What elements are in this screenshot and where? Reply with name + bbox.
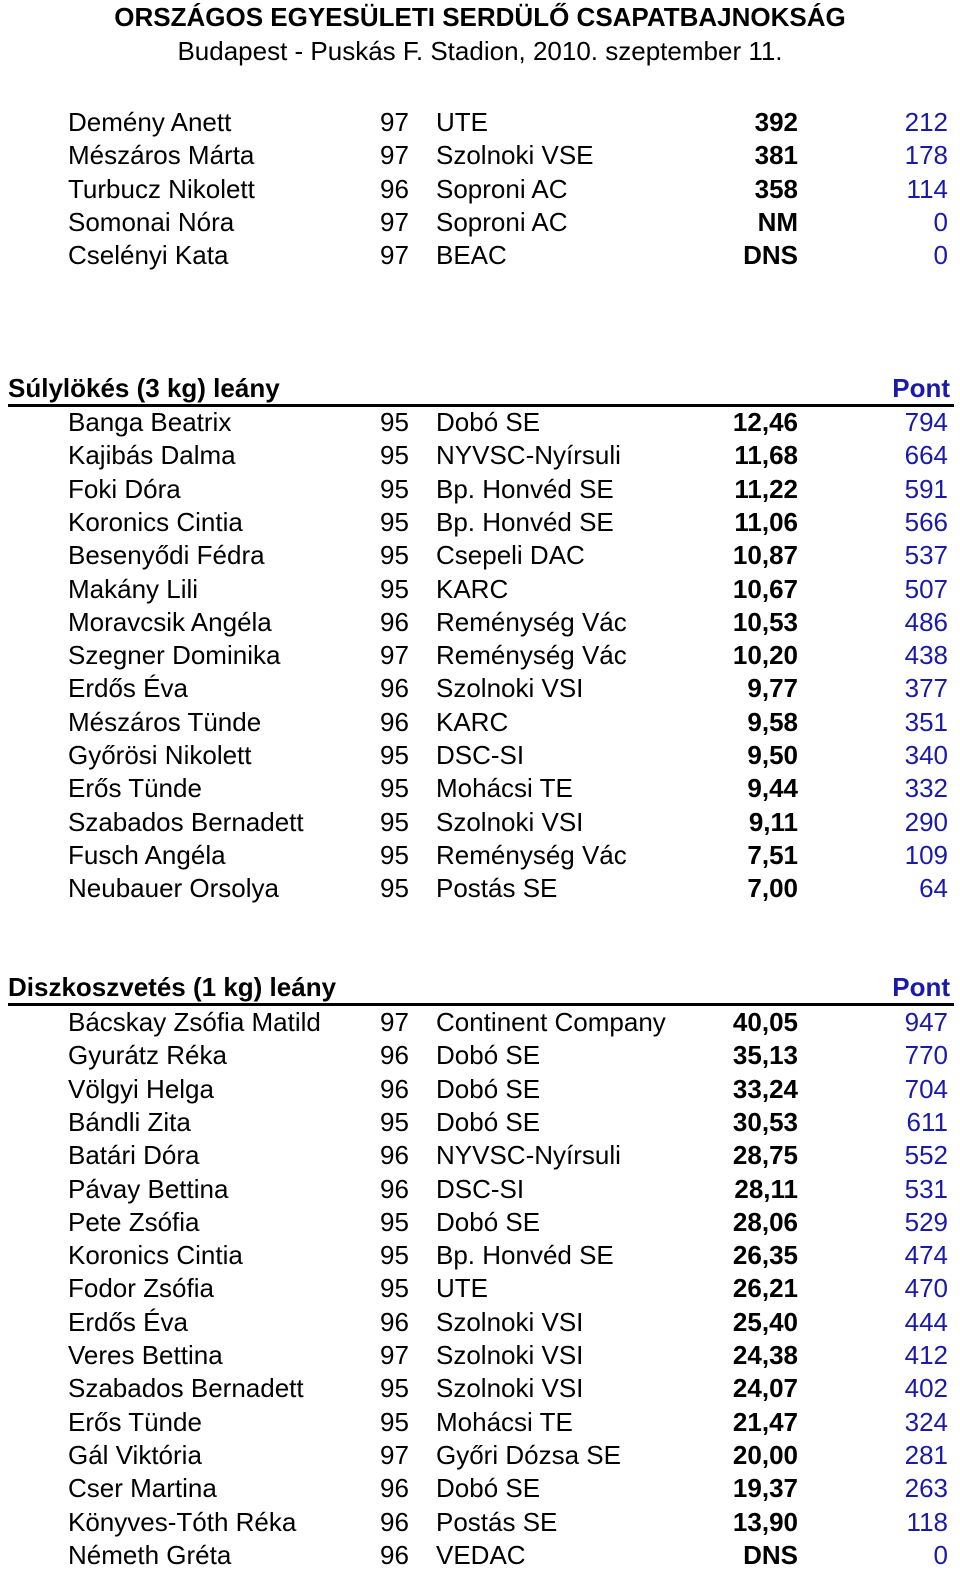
birth-year: 95 [380, 1373, 409, 1404]
birth-year: 97 [380, 206, 409, 237]
athlete-name: Szabados Bernadett [68, 806, 304, 837]
club-name: Soproni AC [436, 173, 568, 204]
points-value: 64 [919, 873, 948, 904]
result-value: 381 [754, 140, 798, 171]
birth-year: 95 [380, 873, 409, 904]
club-name: NYVSC-Nyírsuli [436, 1140, 621, 1171]
birth-year: 95 [380, 1273, 409, 1304]
points-value: 281 [904, 1439, 948, 1470]
result-value: 12,46 [732, 407, 798, 437]
club-name: Szolnoki VSI [436, 806, 584, 837]
table-row [0, 139, 960, 172]
club-name: Reménység Vác [436, 839, 627, 870]
result-value: 40,05 [732, 1007, 798, 1037]
club-name: Soproni AC [436, 206, 568, 237]
table-row [0, 1372, 960, 1405]
birth-year: 95 [380, 1106, 409, 1137]
points-value: 552 [904, 1140, 948, 1171]
points-value: 402 [904, 1373, 948, 1404]
points-value: 474 [904, 1240, 948, 1271]
result-value: DNS [743, 1539, 798, 1570]
points-value: 377 [904, 673, 948, 704]
section-title: Diszkoszvetés (1 kg) leány [8, 972, 337, 1002]
birth-year: 95 [380, 573, 409, 604]
club-name: Szolnoki VSI [436, 1306, 584, 1337]
athlete-name: Banga Beatrix [68, 407, 232, 437]
birth-year: 95 [380, 407, 409, 437]
table-row [0, 1173, 960, 1206]
club-name: Bp. Honvéd SE [436, 506, 614, 537]
birth-year: 97 [380, 140, 409, 171]
birth-year: 96 [380, 606, 409, 637]
table-row [0, 706, 960, 739]
athlete-name: Koronics Cintia [68, 506, 243, 537]
athlete-name: Fodor Zsófia [68, 1273, 214, 1304]
table-row [0, 772, 960, 805]
birth-year: 96 [380, 706, 409, 737]
result-value: 20,00 [732, 1439, 798, 1470]
points-value: 537 [904, 540, 948, 571]
table-row [0, 806, 960, 839]
table-row [0, 872, 960, 905]
points-value: 178 [904, 140, 948, 171]
points-value: 947 [904, 1007, 948, 1037]
athlete-name: Bándli Zita [68, 1106, 191, 1137]
points-value: 611 [906, 1106, 948, 1137]
birth-year: 96 [380, 173, 409, 204]
points-value: 531 [904, 1173, 948, 1204]
points-value: 351 [904, 706, 948, 737]
result-value: 19,37 [732, 1473, 798, 1504]
points-value: 0 [933, 206, 948, 237]
athlete-name: Turbucz Nikolett [68, 173, 255, 204]
athlete-name: Erős Tünde [68, 1406, 202, 1437]
result-value: 9,50 [747, 740, 798, 770]
points-value: 114 [906, 173, 948, 204]
club-name: KARC [436, 573, 509, 604]
table-row [0, 1406, 960, 1439]
result-value: 28,06 [732, 1206, 798, 1237]
table-row [0, 1039, 960, 1072]
table-row [0, 1006, 960, 1039]
table-row [0, 1439, 960, 1472]
table-row [0, 573, 960, 606]
points-value: 332 [904, 773, 948, 804]
athlete-name: Kajibás Dalma [68, 440, 236, 471]
points-value: 529 [904, 1206, 948, 1237]
points-value: 290 [904, 806, 948, 837]
result-value: NM [757, 206, 798, 237]
points-value: 486 [904, 606, 948, 637]
result-value: 9,11 [748, 806, 798, 837]
club-name: DSC-SI [436, 1173, 525, 1204]
points-value: 664 [904, 440, 948, 471]
athlete-name: Könyves-Tóth Réka [68, 1506, 297, 1537]
points-value: 412 [904, 1340, 948, 1370]
points-value: 340 [904, 740, 948, 770]
athlete-name: Batári Dóra [68, 1140, 200, 1171]
club-name: Dobó SE [436, 1073, 541, 1104]
club-name: VEDAC [436, 1539, 526, 1570]
result-value: 7,00 [747, 873, 798, 904]
birth-year: 96 [380, 1073, 409, 1104]
points-value: 438 [904, 640, 948, 671]
points-value: 566 [904, 506, 948, 537]
athlete-name: Pete Zsófia [68, 1206, 200, 1237]
athlete-name: Veres Bettina [68, 1340, 223, 1370]
table-row [0, 839, 960, 872]
athlete-name: Cser Martina [68, 1473, 217, 1504]
athlete-name: Somonai Nóra [68, 206, 235, 237]
table-row [0, 173, 960, 206]
birth-year: 97 [380, 1439, 409, 1470]
birth-year: 95 [380, 440, 409, 471]
table-row [0, 1272, 960, 1305]
points-value: 118 [906, 1506, 948, 1537]
athlete-name: Völgyi Helga [68, 1073, 214, 1104]
club-name: BEAC [436, 240, 507, 271]
result-value: DNS [743, 240, 798, 271]
result-value: 28,11 [734, 1173, 798, 1204]
athlete-name: Neubauer Orsolya [68, 873, 279, 904]
athlete-name: Foki Dóra [68, 473, 181, 504]
points-value: 444 [904, 1306, 948, 1337]
club-name: Dobó SE [436, 407, 541, 437]
table-row [0, 239, 960, 272]
table-row [0, 1506, 960, 1539]
points-value: 470 [904, 1273, 948, 1304]
points-value: 109 [904, 839, 948, 870]
birth-year: 96 [380, 1173, 409, 1204]
result-value: 9,44 [747, 773, 798, 804]
table-row [0, 1106, 960, 1139]
points-value: 507 [904, 573, 948, 604]
birth-year: 95 [380, 773, 409, 804]
result-value: 9,58 [747, 706, 798, 737]
club-name: Szolnoki VSI [436, 1373, 584, 1404]
birth-year: 95 [380, 1206, 409, 1237]
athlete-name: Erdős Éva [68, 1306, 188, 1337]
result-value: 26,35 [732, 1240, 798, 1271]
club-name: Szolnoki VSI [436, 673, 584, 704]
section-header [8, 373, 954, 407]
result-value: 33,24 [732, 1073, 798, 1104]
table-row [0, 473, 960, 506]
points-value: 704 [904, 1073, 948, 1104]
club-name: Reménység Vác [436, 640, 627, 671]
result-value: 21,47 [732, 1406, 798, 1437]
athlete-name: Fusch Angéla [68, 839, 226, 870]
result-value: 10,67 [732, 573, 798, 604]
birth-year: 95 [380, 740, 409, 770]
birth-year: 97 [380, 240, 409, 271]
table-row [0, 606, 960, 639]
birth-year: 95 [380, 506, 409, 537]
table-row [0, 672, 960, 705]
table-row [0, 1472, 960, 1505]
athlete-name: Makány Lili [68, 573, 199, 604]
page-subtitle: Budapest - Puskás F. Stadion, 2010. szeptember 11. [177, 36, 783, 66]
athlete-name: Szegner Dominika [68, 640, 281, 671]
result-value: 24,38 [732, 1340, 798, 1370]
points-value: 0 [933, 1539, 948, 1570]
club-name: Postás SE [436, 873, 558, 904]
club-name: Bp. Honvéd SE [436, 1240, 614, 1271]
club-name: Szolnoki VSI [436, 1340, 584, 1370]
athlete-name: Besenyődi Fédra [68, 540, 265, 571]
birth-year: 95 [380, 839, 409, 870]
table-row [0, 639, 960, 672]
birth-year: 97 [380, 1007, 409, 1037]
section-title: Súlylökés (3 kg) leány [8, 373, 280, 403]
points-value: 794 [904, 407, 948, 437]
table-row [0, 1206, 960, 1239]
birth-year: 96 [380, 1539, 409, 1570]
birth-year: 95 [380, 806, 409, 837]
club-name: Mohácsi TE [436, 1406, 573, 1437]
club-name: Reménység Vác [436, 606, 627, 637]
table-row [0, 439, 960, 472]
result-value: 9,77 [747, 673, 798, 704]
table-row [0, 1073, 960, 1106]
club-name: Győri Dózsa SE [436, 1439, 621, 1470]
club-name: Bp. Honvéd SE [436, 473, 614, 504]
result-value: 26,21 [732, 1273, 798, 1304]
athlete-name: Cselényi Kata [68, 240, 229, 271]
club-name: Szolnoki VSE [436, 140, 594, 171]
points-value: 212 [904, 107, 948, 137]
result-value: 24,07 [732, 1373, 798, 1404]
pont-column-header: Pont [892, 972, 950, 1002]
result-value: 25,40 [732, 1306, 798, 1337]
points-value: 770 [904, 1040, 948, 1071]
club-name: NYVSC-Nyírsuli [436, 440, 621, 471]
club-name: Csepeli DAC [436, 540, 585, 571]
table-row [0, 406, 960, 439]
birth-year: 96 [380, 1040, 409, 1071]
club-name: KARC [436, 706, 509, 737]
athlete-name: Szabados Bernadett [68, 1373, 304, 1404]
section-header [8, 972, 954, 1006]
athlete-name: Németh Gréta [68, 1539, 232, 1570]
club-name: Dobó SE [436, 1473, 541, 1504]
birth-year: 97 [380, 107, 409, 137]
athlete-name: Mészáros Márta [68, 140, 255, 171]
result-value: 10,53 [732, 606, 798, 637]
birth-year: 96 [380, 1140, 409, 1171]
table-row [0, 1539, 960, 1572]
table-row [0, 539, 960, 572]
result-value: 7,51 [747, 839, 798, 870]
pont-column-header: Pont [892, 373, 950, 403]
birth-year: 96 [380, 673, 409, 704]
points-value: 263 [904, 1473, 948, 1504]
athlete-name: Győrösi Nikolett [68, 740, 252, 770]
athlete-name: Koronics Cintia [68, 1240, 243, 1271]
club-name: UTE [436, 1273, 488, 1304]
table-row [0, 1139, 960, 1172]
birth-year: 96 [380, 1506, 409, 1537]
result-value: 358 [754, 173, 798, 204]
points-value: 591 [904, 473, 948, 504]
athlete-name: Moravcsik Angéla [68, 606, 272, 637]
page-title: ORSZÁGOS EGYESÜLETI SERDÜLŐ CSAPATBAJNOKSÁG [114, 2, 846, 32]
athlete-name: Bácskay Zsófia Matild [68, 1007, 321, 1037]
table-row [0, 1306, 960, 1339]
athlete-name: Demény Anett [68, 107, 232, 137]
athlete-name: Erdős Éva [68, 673, 188, 704]
result-value: 11,22 [734, 473, 798, 504]
athlete-name: Gál Viktória [68, 1439, 202, 1470]
birth-year: 97 [380, 1340, 409, 1370]
result-value: 10,87 [732, 540, 798, 571]
athlete-name: Erős Tünde [68, 773, 202, 804]
birth-year: 95 [380, 540, 409, 571]
table-row [0, 206, 960, 239]
club-name: Dobó SE [436, 1206, 541, 1237]
birth-year: 95 [380, 473, 409, 504]
athlete-name: Pávay Bettina [68, 1173, 229, 1204]
result-value: 392 [754, 107, 798, 137]
table-row [0, 106, 960, 139]
points-value: 0 [933, 240, 948, 271]
club-name: Mohácsi TE [436, 773, 573, 804]
result-value: 11,06 [734, 506, 798, 537]
result-value: 28,75 [732, 1140, 798, 1171]
club-name: Dobó SE [436, 1106, 541, 1137]
points-value: 324 [904, 1406, 948, 1437]
result-value: 30,53 [732, 1106, 798, 1137]
result-value: 13,90 [732, 1506, 798, 1537]
result-value: 35,13 [732, 1040, 798, 1071]
club-name: UTE [436, 107, 488, 137]
athlete-name: Mészáros Tünde [68, 706, 262, 737]
table-row [0, 1339, 960, 1372]
table-row [0, 1239, 960, 1272]
table-row [0, 739, 960, 772]
birth-year: 95 [380, 1406, 409, 1437]
club-name: Continent Company [436, 1007, 666, 1037]
birth-year: 96 [380, 1306, 409, 1337]
birth-year: 96 [380, 1473, 409, 1504]
club-name: Postás SE [436, 1506, 558, 1537]
result-value: 11,68 [734, 440, 798, 471]
club-name: Dobó SE [436, 1040, 541, 1071]
athlete-name: Gyurátz Réka [68, 1040, 227, 1071]
table-row [0, 506, 960, 539]
birth-year: 97 [380, 640, 409, 671]
birth-year: 95 [380, 1240, 409, 1271]
club-name: DSC-SI [436, 740, 525, 770]
result-value: 10,20 [732, 640, 798, 671]
